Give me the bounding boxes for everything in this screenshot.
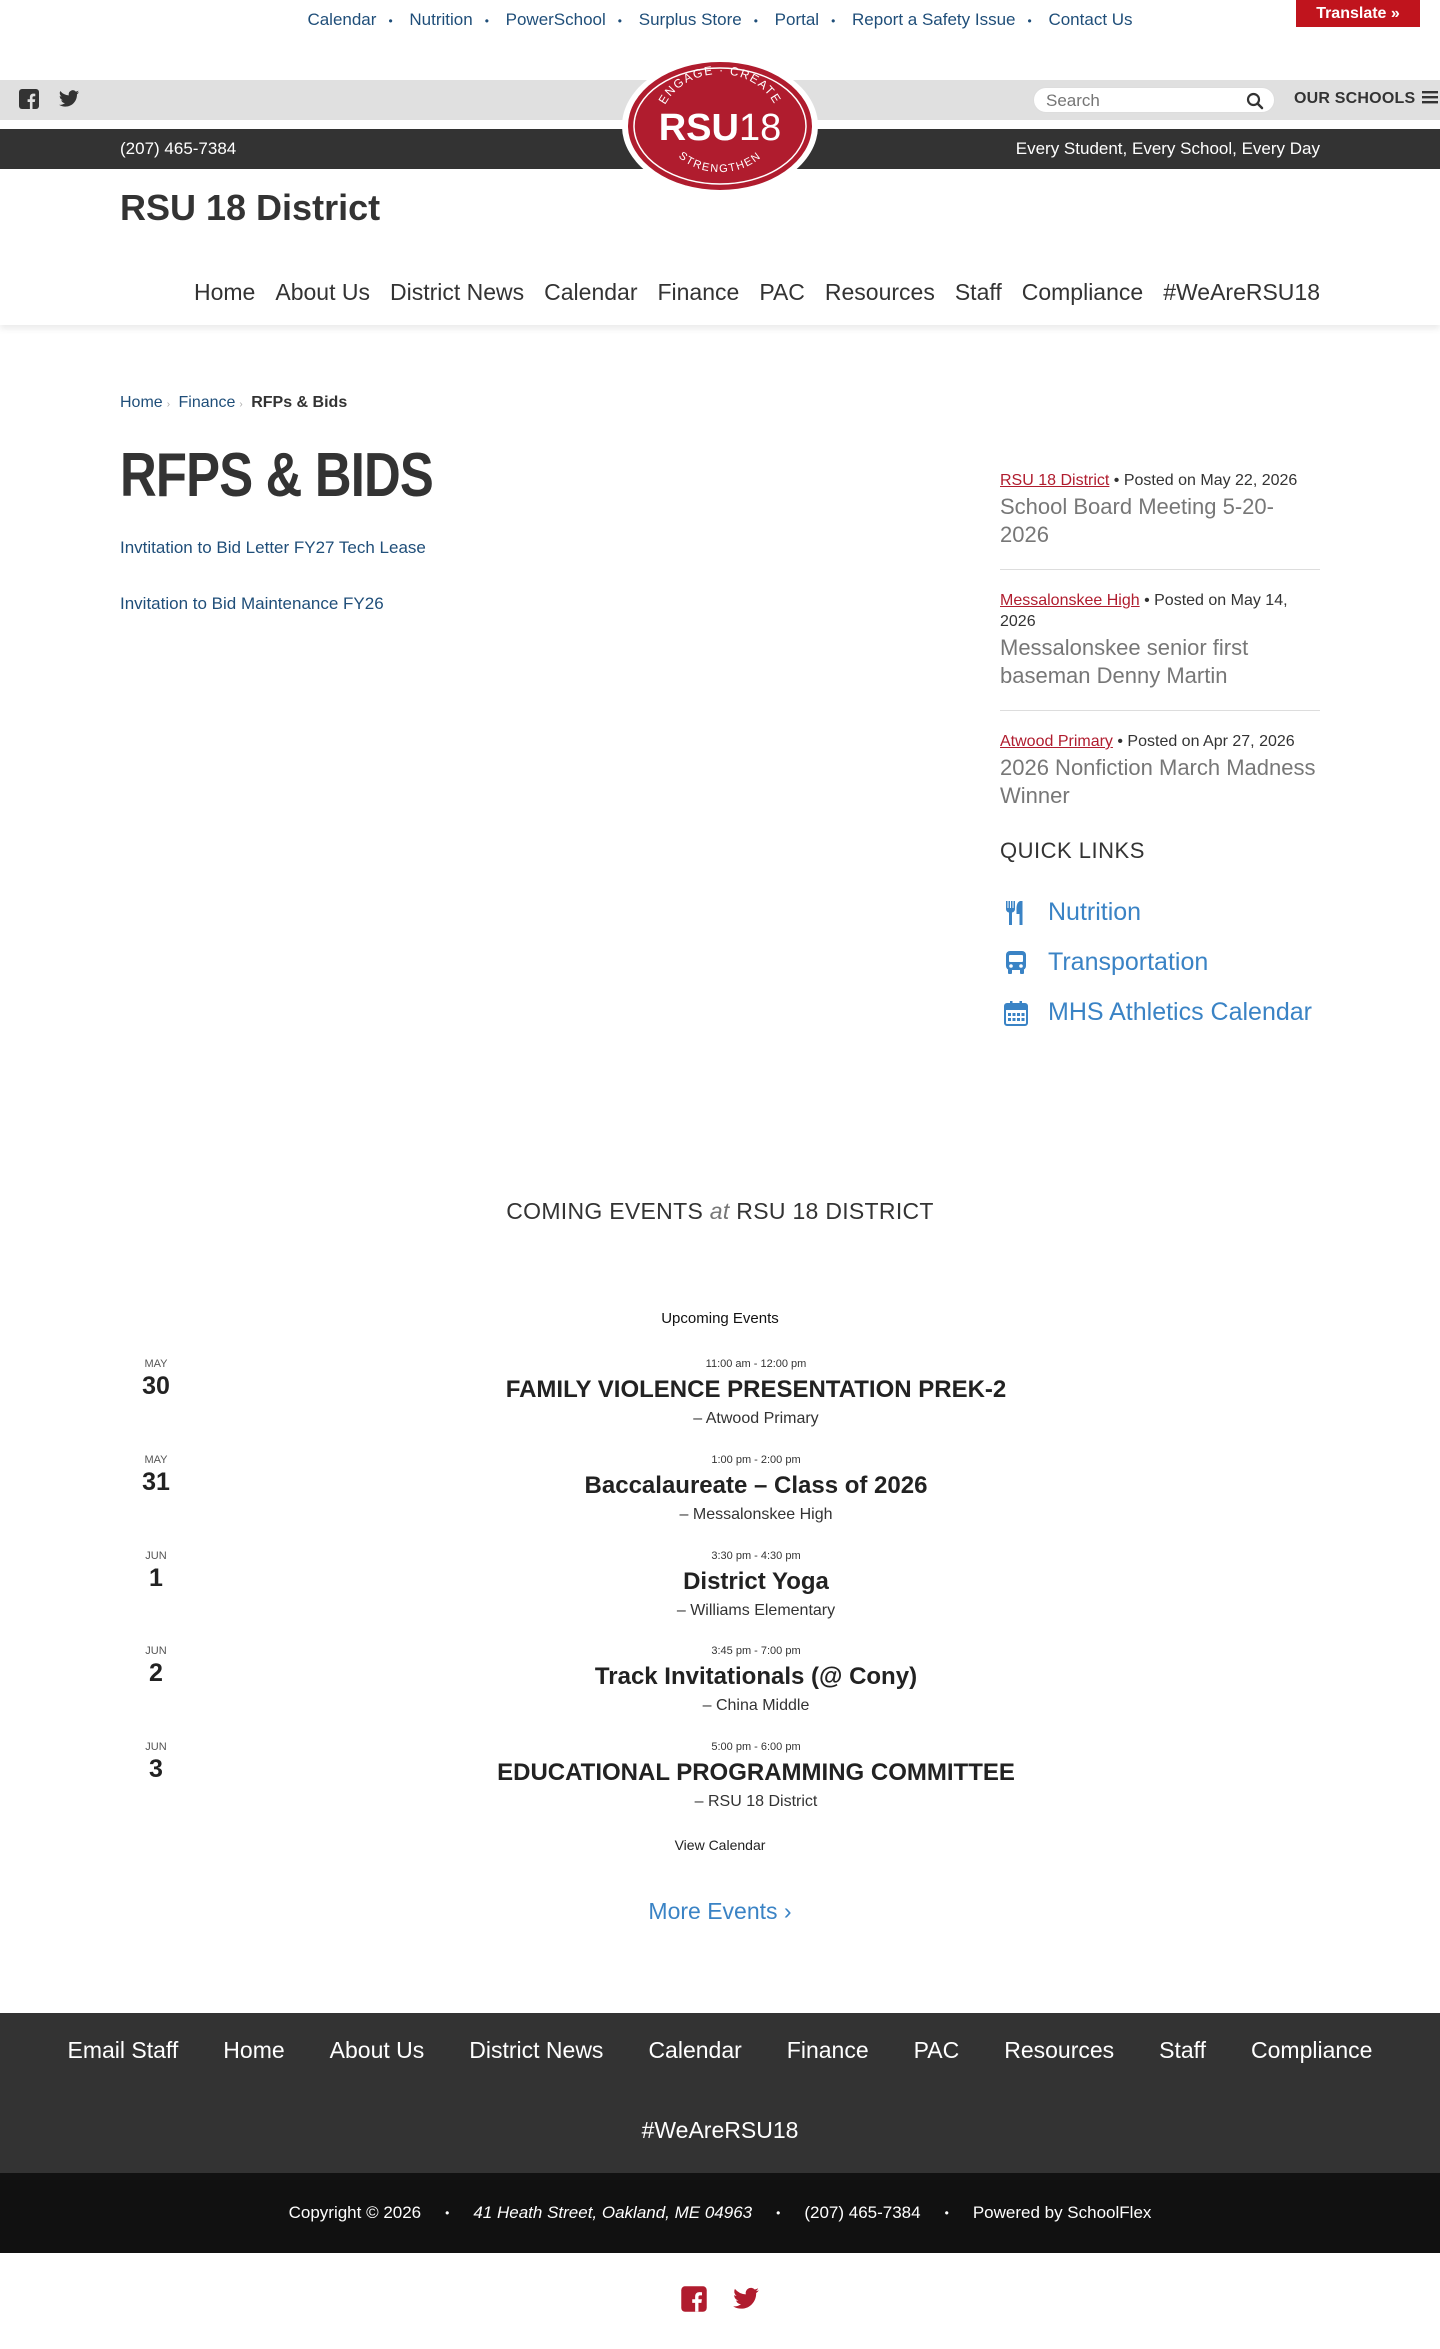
utility-link-nutrition[interactable]: Nutrition [409,10,473,29]
events-heading-pre: COMING EVENTS [506,1198,704,1224]
page-title: RFPS & BIDS [120,441,434,510]
logo-number: 18 [738,107,782,149]
facebook-icon[interactable] [18,88,40,110]
post-item[interactable]: RSU 18 District • Posted on May 22, 2026 School Board Meeting 5-20-2026 [1000,470,1320,570]
footer-social [0,2285,1440,2313]
event-item[interactable] [0,1358,1440,1454]
post-item[interactable]: Atwood Primary • Posted on Apr 27, 2026 2026 Nonfiction March Madness Winner [1000,731,1320,830]
event-month: MAY [144,1454,168,1466]
event-day: 31 [142,1468,170,1496]
event-month: JUN [145,1645,167,1657]
breadcrumb: Home › Finance › RFPs & Bids [120,394,348,411]
event-time: 1:00 pm - 2:00 pm [711,1454,801,1466]
footer-link-compliance[interactable]: Compliance [1251,2037,1373,2063]
our-schools-label: OUR SCHOOLS [1294,90,1416,107]
copyright: Copyright © 2026 [288,2203,422,2222]
upcoming-events-label: Upcoming Events [661,1310,779,1327]
tagline: Every Student, Every School, Every Day [1015,139,1320,158]
utility-link-surplus-store[interactable]: Surplus Store [638,10,742,29]
post-title[interactable]: 2026 Nonfiction March Madness Winner [1000,755,1316,808]
event-item[interactable] [0,1454,1440,1550]
powered-by[interactable]: Powered by SchoolFlex [972,2203,1152,2222]
twitter-icon[interactable] [58,88,80,110]
footer-link-email-staff[interactable]: Email Staff [67,2037,179,2063]
footer-phone[interactable]: (207) 465-7384 [804,2203,921,2222]
nav-about-us[interactable]: About Us [275,279,370,305]
utensils-icon [1004,900,1028,926]
utility-link-contact[interactable]: Contact Us [1048,10,1133,29]
our-schools-menu[interactable] [1294,90,1438,108]
quick-link-label: Transportation [1048,948,1209,976]
event-location: – Williams Elementary [676,1602,836,1619]
post-date: Posted on May 14, 2026 [1000,592,1288,630]
event-location: – China Middle [702,1697,810,1714]
footer-link-pac[interactable]: PAC [913,2037,960,2063]
post-school[interactable]: RSU 18 District [1000,472,1110,489]
event-name[interactable]: Baccalaureate – Class of 2026 [584,1472,928,1499]
breadcrumb-finance[interactable]: Finance [178,394,236,411]
event-time: 3:45 pm - 7:00 pm [711,1645,801,1657]
search-field[interactable] [1033,87,1275,113]
breadcrumb-home[interactable]: Home [120,394,163,411]
event-name[interactable]: District Yoga [683,1568,829,1595]
quick-link-label: Nutrition [1048,898,1142,926]
nav-resources[interactable]: Resources [824,279,935,305]
utility-link-powerschool[interactable]: PowerSchool [505,10,606,29]
nav-calendar[interactable]: Calendar [544,279,638,305]
utility-link-safety[interactable]: Report a Safety Issue [852,10,1016,29]
post-school[interactable]: Messalonskee High [1000,592,1140,609]
event-time: 5:00 pm - 6:00 pm [711,1741,801,1753]
footer-link-about-us[interactable]: About Us [329,2037,425,2063]
event-location: – Atwood Primary [693,1410,819,1427]
nav-pac[interactable]: PAC [759,279,805,305]
event-time: 3:30 pm - 4:30 pm [711,1550,801,1562]
logo-main-text: RSU [658,107,739,149]
bus-icon [1004,950,1028,976]
footer-bottom: Copyright © 2026 • 41 Heath Street, Oakland, ME 04963 • (207) 465-7384 • Powered by SchoolFlex [0,2173,1440,2253]
event-month: JUN [145,1741,167,1753]
utility-link-portal[interactable]: Portal [774,10,820,29]
quick-link-nutrition[interactable] [1004,898,1141,927]
event-item[interactable] [0,1741,1440,1837]
logo-top-text: ENGAGE · CREATE [655,62,785,107]
footer-nav [0,2013,1440,2173]
utility-link-calendar[interactable]: Calendar [307,10,377,29]
event-day: 3 [149,1755,163,1783]
view-calendar-link[interactable]: View Calendar [674,1837,766,1853]
post-date: Posted on May 22, 2026 [1123,472,1298,489]
nav-home[interactable]: Home [194,279,256,305]
post-title[interactable]: School Board Meeting 5-20-2026 [1000,494,1274,547]
footer-link-finance[interactable]: Finance [786,2037,869,2063]
facebook-icon[interactable] [680,2285,708,2313]
search-input[interactable] [1034,88,1234,114]
event-name[interactable]: EDUCATIONAL PROGRAMMING COMMITTEE [497,1759,1015,1786]
nav-district-news[interactable]: District News [389,279,525,305]
event-item[interactable] [0,1645,1440,1741]
event-location: – Messalonskee High [679,1506,833,1523]
quick-link-label: MHS Athletics Calendar [1048,998,1313,1026]
nav-compliance[interactable]: Compliance [1021,279,1144,305]
footer-link-staff[interactable]: Staff [1159,2037,1207,2063]
more-events-link[interactable]: More Events › [648,1898,792,1924]
document-link-tech-lease[interactable]: Invtitation to Bid Letter FY27 Tech Lease [120,538,426,557]
footer-link-resources[interactable]: Resources [1004,2037,1115,2063]
event-day: 2 [149,1659,163,1687]
quick-link-athletics-calendar[interactable] [1004,998,1312,1027]
site-name[interactable]: RSU 18 District [120,187,381,228]
post-item[interactable]: Messalonskee High • Posted on May 14, 2026 Messalonskee senior first baseman Denny Martin [1000,590,1320,711]
events-heading-at: at [709,1198,730,1224]
event-day: 1 [149,1564,163,1592]
logo-bottom-text: STRENGTHEN [676,149,764,176]
footer-link-district-news[interactable]: District News [469,2037,604,2063]
event-time: 11:00 am - 12:00 pm [705,1358,807,1370]
breadcrumb-current: RFPs & Bids [251,394,348,411]
header-phone[interactable]: (207) 465-7384 [120,139,237,158]
event-location: – RSU 18 District [694,1793,818,1810]
event-name[interactable]: FAMILY VIOLENCE PRESENTATION PREK-2 [505,1376,1007,1403]
footer-link-calendar[interactable]: Calendar [648,2037,742,2063]
events-heading-post: RSU 18 DISTRICT [736,1198,934,1224]
recent-posts [1000,470,1320,850]
event-month: JUN [145,1550,167,1562]
post-title[interactable]: Messalonskee senior first baseman Denny Martin [1000,635,1249,688]
footer-link-home[interactable]: Home [223,2037,285,2063]
twitter-icon[interactable] [732,2285,760,2313]
main-nav [194,279,1320,306]
translate-button[interactable]: Translate » [1296,0,1420,27]
footer-address[interactable]: 41 Heath Street, Oakland, ME 04963 [473,2203,753,2222]
nav-finance[interactable]: Finance [657,279,740,305]
event-day: 30 [142,1372,170,1400]
event-item[interactable] [0,1550,1440,1646]
utility-links: Calendar • Nutrition • PowerSchool • Surplus Store • Portal • Report a Safety Issue • Contact Us [307,10,1133,29]
event-month: MAY [144,1358,168,1370]
hamburger-icon [1422,91,1438,104]
events-heading [0,1198,1440,1225]
nav-staff[interactable]: Staff [954,279,1002,305]
nav-we-are-rsu18[interactable]: #WeAreRSU18 [1163,279,1320,305]
document-link-maintenance[interactable]: Invitation to Bid Maintenance FY26 [120,594,384,613]
calendar-icon [1004,1000,1028,1026]
quick-links-title: QUICK LINKS [1000,838,1145,863]
post-date: Posted on Apr 27, 2026 [1127,733,1295,750]
footer-link-we-are-rsu18[interactable]: #WeAreRSU18 [641,2117,799,2143]
post-school[interactable]: Atwood Primary [1000,733,1113,750]
quick-link-transportation[interactable] [1004,948,1208,977]
search-icon[interactable] [1246,92,1264,110]
district-logo[interactable] [620,56,820,196]
svg-text:RSU18 [659,107,782,149]
event-name[interactable]: Track Invitationals (@ Cony) [594,1663,918,1690]
